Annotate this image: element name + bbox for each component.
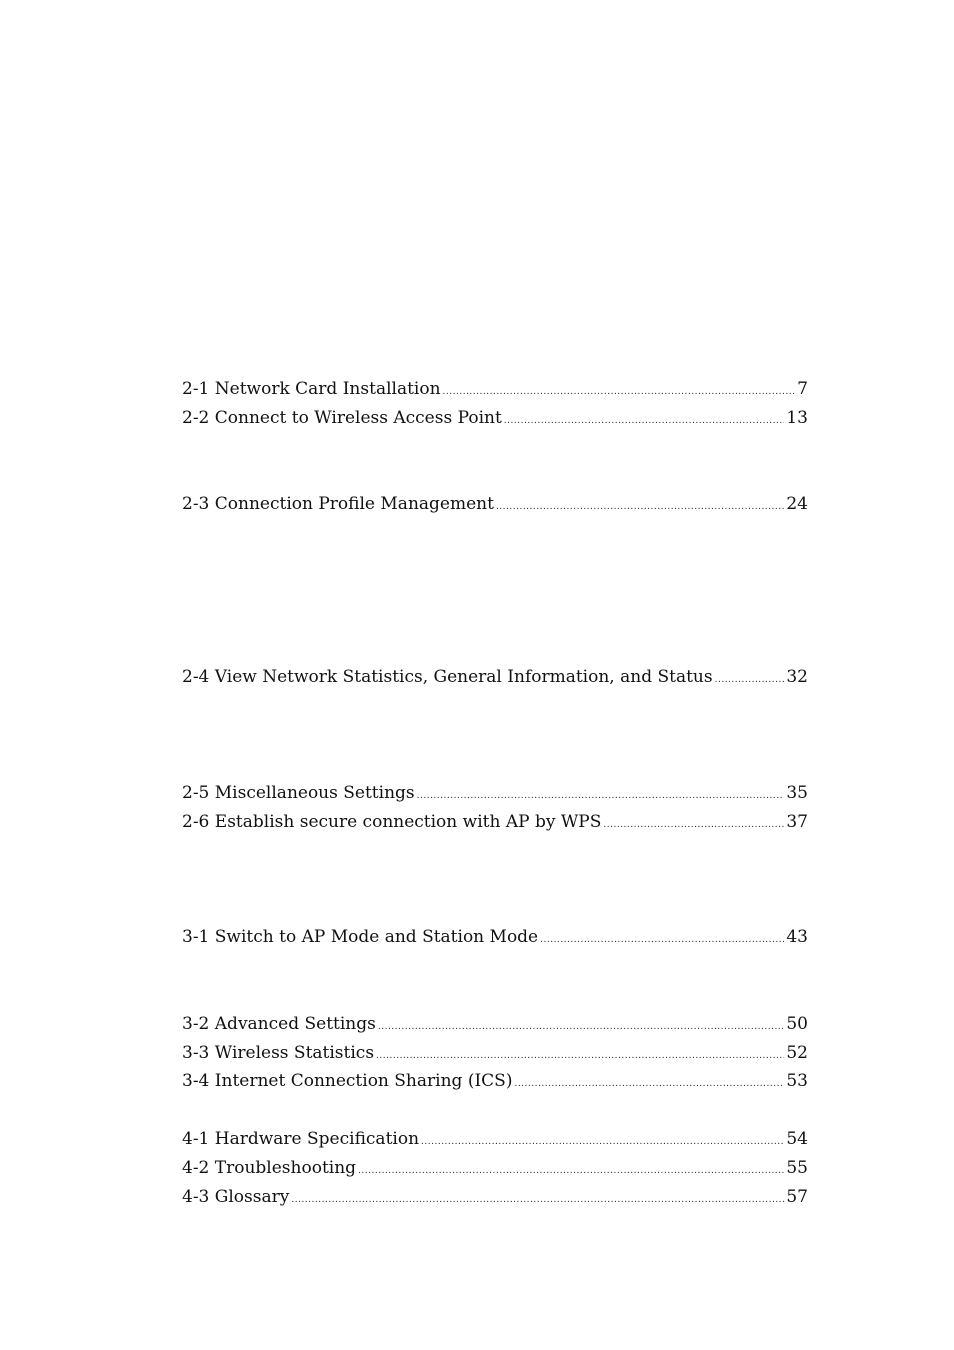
toc-entry-title: 2-1 Network Card Installation (182, 379, 441, 399)
dot-leader (496, 495, 784, 519)
toc-entry-title: 3-4 Internet Connection Sharing (ICS) (182, 1071, 513, 1091)
toc-entry-title: 3-1 Switch to AP Mode and Station Mode (182, 927, 539, 947)
toc-entry-title: 4-3 Glossary (182, 1187, 290, 1207)
toc-entry-title: 4-1 Hardware Specification (182, 1129, 420, 1149)
toc-entry-page-number: 57 (786, 1187, 808, 1207)
toc-entry-page-number: 55 (786, 1158, 808, 1178)
toc-entry-page-number: 7 (797, 379, 808, 399)
toc-entry-page-number: 50 (786, 1014, 808, 1034)
toc-entry-3-2[interactable] (182, 1012, 808, 1036)
toc-entry-page-number: 43 (786, 927, 808, 947)
toc-entry-2-3[interactable] (182, 492, 808, 516)
dot-leader (540, 928, 784, 952)
toc-entry-2-1[interactable] (182, 377, 808, 401)
dot-leader (291, 1188, 784, 1212)
toc-entry-title: 3-3 Wireless Statistics (182, 1043, 375, 1063)
toc-entry-page-number: 52 (786, 1043, 808, 1063)
toc-entry-2-4[interactable] (182, 665, 808, 689)
toc-entry-page-number: 37 (786, 812, 808, 832)
toc-entry-3-1[interactable] (182, 925, 808, 949)
toc-entry-4-1[interactable] (182, 1127, 808, 1151)
dot-leader (417, 784, 785, 808)
toc-entry-page-number: 54 (786, 1129, 808, 1149)
toc-entry-4-2[interactable] (182, 1156, 808, 1180)
dot-leader (603, 813, 784, 837)
toc-entry-page-number: 53 (786, 1071, 808, 1091)
toc-entry-title: 2-6 Establish secure connection with AP by WPS (182, 812, 602, 832)
dot-leader (421, 1130, 784, 1154)
toc-entry-3-3[interactable] (182, 1041, 808, 1065)
toc-entry-page-number: 35 (786, 783, 808, 803)
toc-entry-4-3[interactable] (182, 1185, 808, 1209)
toc-entry-3-4[interactable] (182, 1069, 808, 1093)
dot-leader (378, 1015, 785, 1039)
toc-entry-page-number: 13 (786, 408, 808, 428)
toc-entry-2-5[interactable] (182, 781, 808, 805)
toc-entry-2-6[interactable] (182, 810, 808, 834)
toc-entry-title: 3-2 Advanced Settings (182, 1014, 376, 1034)
dot-leader (443, 380, 796, 404)
toc-entry-title: 2-4 View Network Statistics, General Information, and Status (182, 667, 713, 687)
dot-leader (376, 1044, 784, 1068)
toc-entry-title: 2-2 Connect to Wireless Access Point (182, 408, 502, 428)
toc-entry-page-number: 24 (786, 494, 808, 514)
dot-leader (715, 668, 785, 692)
toc-entry-title: 2-5 Miscellaneous Settings (182, 783, 415, 803)
dot-leader (504, 409, 785, 433)
toc-entry-page-number: 32 (786, 667, 808, 687)
toc-entry-2-2[interactable] (182, 406, 808, 430)
toc-entry-title: 4-2 Troubleshooting (182, 1158, 357, 1178)
toc-entry-title: 2-3 Connection Profile Management (182, 494, 494, 514)
dot-leader (514, 1072, 784, 1096)
dot-leader (358, 1159, 784, 1183)
